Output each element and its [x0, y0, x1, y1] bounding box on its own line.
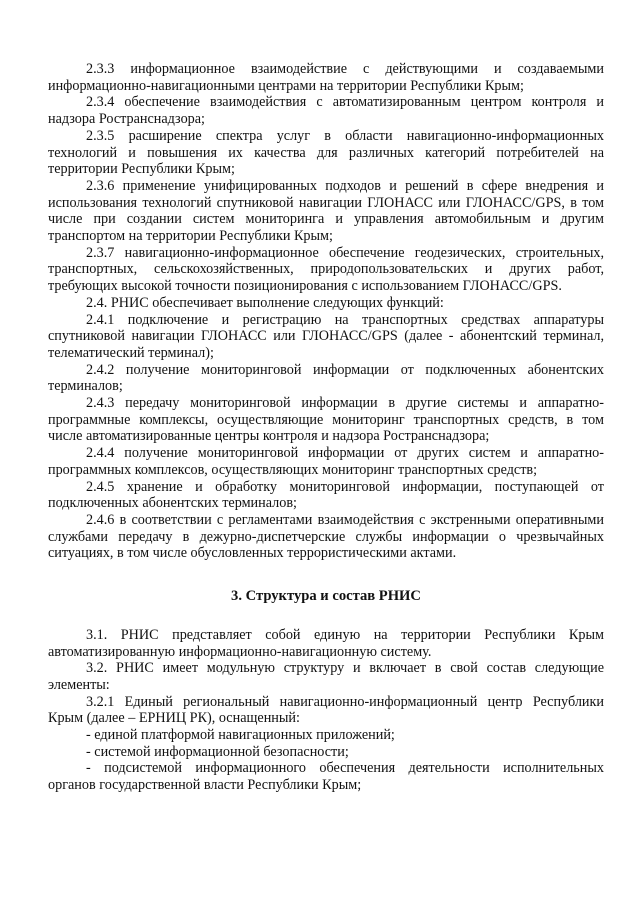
paragraph-2-4-1: 2.4.1 подключение и регистрацию на транспортных средствах аппаратуры спутниковой навигации ГЛОНАСС или ГЛОНАСС/GPS (далее - абонентский терминал, телематический терминал); [48, 311, 604, 361]
paragraph-2-4-3: 2.4.3 передачу мониторинговой информации в другие системы и аппаратно-программные комплексы, осуществляющие мониторинг транспортных средств, в том числе автоматизированные центры контроля и надзора Ространснадзора; [48, 395, 604, 445]
paragraph-2-4-5: 2.4.5 хранение и обработку мониторинговой информации, поступающей от подключенных абонентских терминалов; [48, 478, 604, 512]
paragraph-2-4: 2.4. РНИС обеспечивает выполнение следующих функций: [86, 294, 444, 311]
section-heading: 3. Структура и состав РНИС [231, 588, 421, 605]
paragraph-3-1: 3.1. РНИС представляет собой единую на территории Республики Крым автоматизированную информационно-навигационную систему. [48, 626, 604, 660]
list-item: - единой платформой навигационных приложений; [86, 727, 395, 744]
paragraph-3-2: 3.2. РНИС имеет модульную структуру и включает в свой состав следующие элементы: [48, 660, 604, 693]
paragraph-2-4-4: 2.4.4 получение мониторинговой информации от других систем и аппаратно-программных комплексов, осуществляющих мониторинг транспортных средств; [48, 445, 604, 478]
paragraph-2-4-2: 2.4.2 получение мониторинговой информации от подключенных абонентских терминалов; [48, 361, 604, 395]
list-item: - подсистемой информационного обеспечения деятельности исполнительных органов государственной власти Республики Крым; [48, 760, 604, 794]
document-page [48, 61, 604, 794]
paragraph-2-3-7: 2.3.7 навигационно-информационное обеспечение геодезических, строительных, транспортных, сельскохозяйственных, природопользовательских и других работ, требующих высокой точности позиционирования с использованием ГЛОНАСС/GPS. [48, 244, 604, 295]
paragraph-2-3-5: 2.3.5 расширение спектра услуг в области навигационно-информационных технологий и повышения их качества для различных категорий потребителей на территории Республики Крым; [48, 127, 604, 178]
paragraph-2-3-4: 2.3.4 обеспечение взаимодействия с автоматизированным центром контроля и надзора Ространснадзора; [48, 94, 604, 128]
paragraph-2-4-6: 2.4.6 в соответствии с регламентами взаимодействия с экстренными оперативными службами передачу в дежурно-диспетчерские службы информации о чрезвычайных ситуациях, в том числе обусловленных террористическими актами. [48, 511, 604, 562]
paragraph-2-3-3: 2.3.3 информационное взаимодействие с действующими и создаваемыми информационно-навигационными центрами на территории Республики Крым; [48, 61, 604, 94]
list-item: - системой информационной безопасности; [86, 743, 349, 760]
paragraph-2-3-6: 2.3.6 применение унифицированных подходов и решений в сфере внедрения и использования технологий спутниковой навигации ГЛОНАСС или ГЛОНАСС/GPS, в том числе при создании систем мониторинга и управления автомобильным и другим транспортом на территории Республики Крым; [48, 177, 604, 245]
paragraph-3-2-1: 3.2.1 Единый региональный навигационно-информационный центр Республики Крым (далее – ЕРНИЦ РК), оснащенный: [48, 693, 604, 727]
